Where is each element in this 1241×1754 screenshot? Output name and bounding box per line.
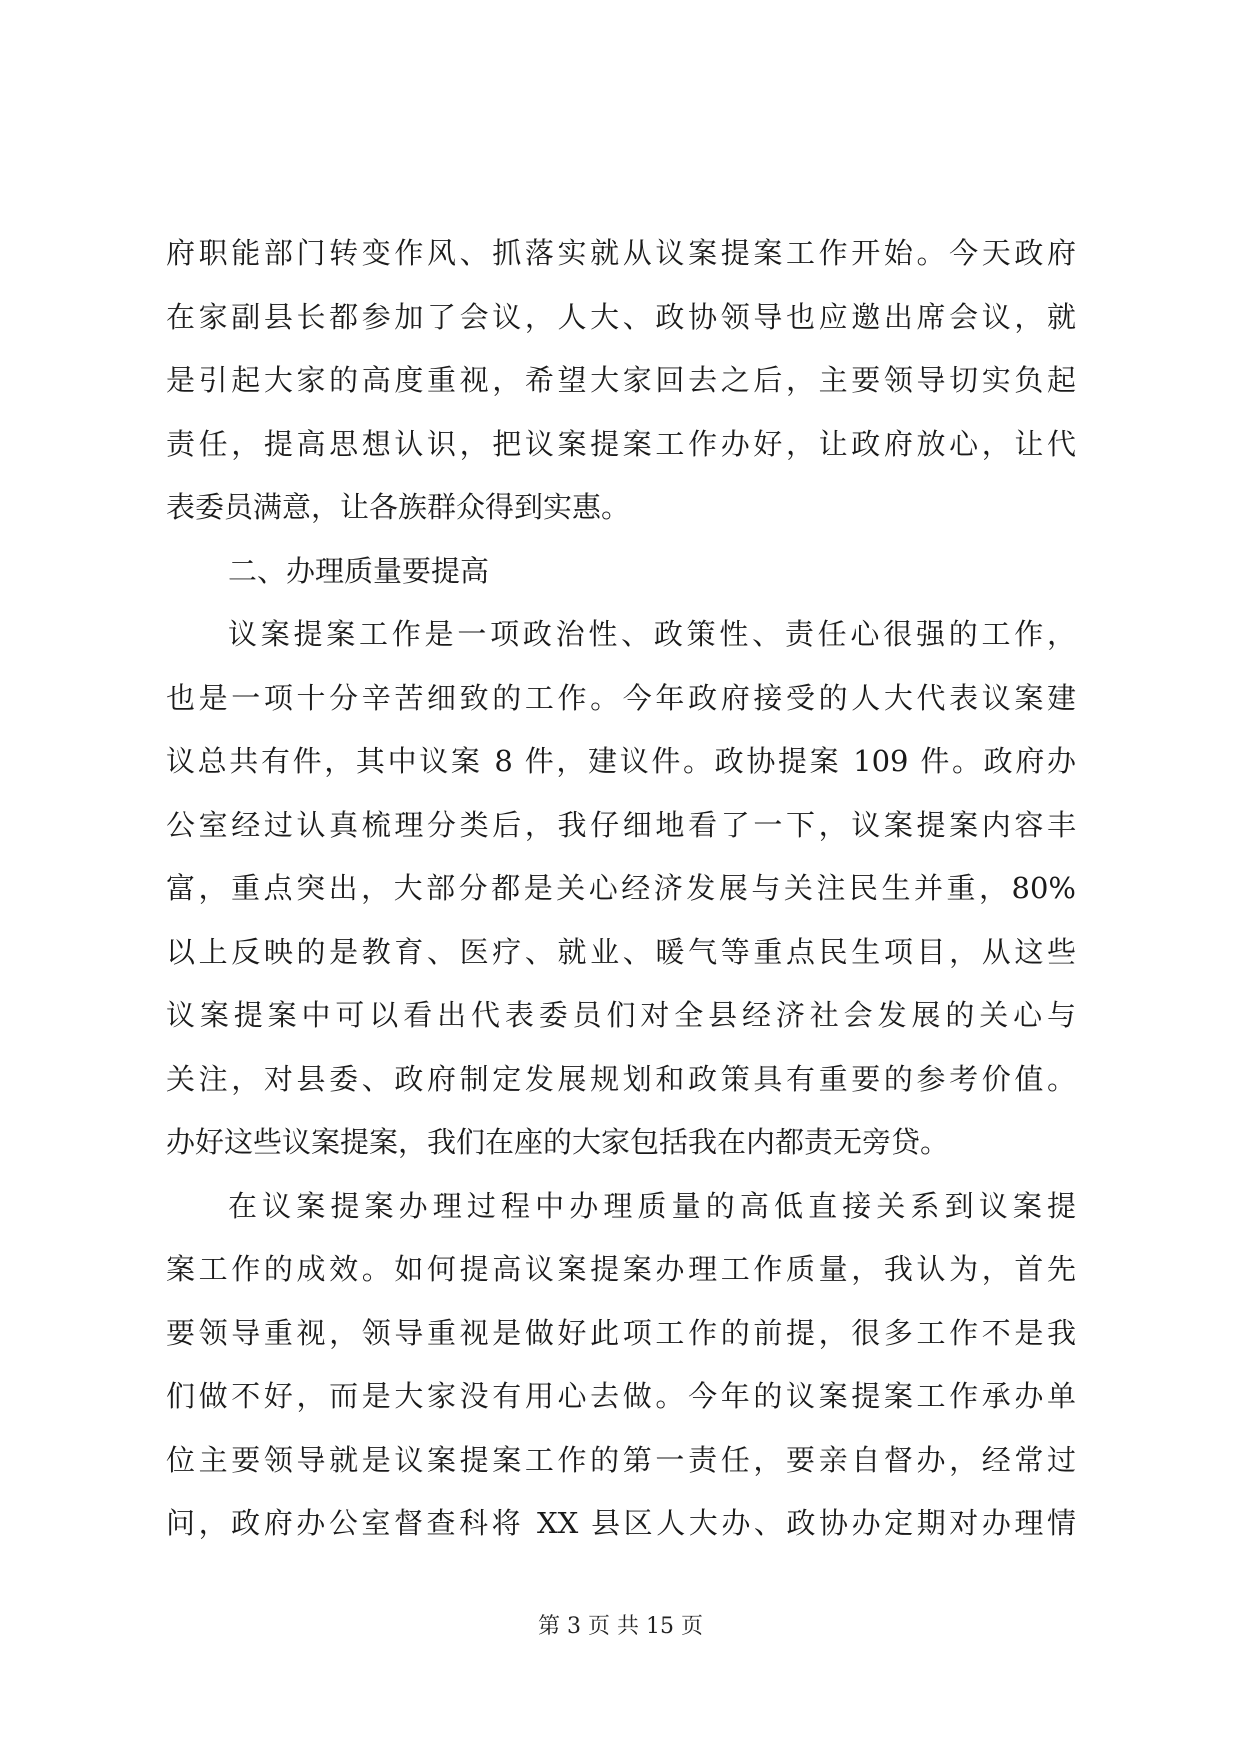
page-number-footer: 第 3 页 共 15 页	[538, 1614, 703, 1639]
text-line: 责任，提高思想认识，把议案提案工作办好，让政府放心，让代	[166, 426, 1076, 461]
text-line: 办好这些议案提案，我们在座的大家包括我在内都责无旁贷。	[166, 1125, 950, 1159]
text-line: 关注，对县委、政府制定发展规划和政策具有重要的参考价值。	[166, 1061, 1076, 1096]
text-line: 以上反映的是教育、医疗、就业、暖气等重点民生项目，从这些	[166, 934, 1076, 969]
text-line: 议案提案工作是一项政治性、政策性、责任心很强的工作，	[228, 617, 1076, 651]
text-line: 在家副县长都参加了会议，人大、政协领导也应邀出席会议，就	[166, 299, 1076, 334]
section-heading: 二、办理质量要提高	[228, 553, 490, 588]
text-line: 公室经过认真梳理分类后，我仔细地看了一下，议案提案内容丰	[166, 807, 1076, 842]
text-line: 是引起大家的高度重视，希望大家回去之后，主要领导切实负起	[166, 363, 1076, 397]
text-line: 议案提案中可以看出代表委员们对全县经济社会发展的关心与	[166, 998, 1076, 1032]
text-line: 要领导重视，领导重视是做好此项工作的前提，很多工作不是我	[166, 1315, 1076, 1350]
text-line: 案工作的成效。如何提高议案提案办理工作质量，我认为，首先	[166, 1252, 1076, 1286]
text-line: 富，重点突出，大部分都是关心经济发展与关注民生并重，80%	[166, 871, 1076, 905]
text-line: 位主要领导就是议案提案工作的第一责任，要亲自督办，经常过	[166, 1442, 1076, 1477]
text-line: 府职能部门转变作风、抓落实就从议案提案工作开始。今天政府	[166, 236, 1076, 270]
text-line: 在议案提案办理过程中办理质量的高低直接关系到议案提	[228, 1188, 1076, 1223]
text-line: 表委员满意，让各族群众得到实惠。	[166, 490, 631, 524]
text-line: 问，政府办公室督查科将 XX 县区人大办、政协办定期对办理情	[166, 1506, 1076, 1540]
body-text	[166, 222, 1076, 1556]
text-line: 议总共有件，其中议案 8 件，建议件。政协提案 109 件。政府办	[166, 744, 1076, 778]
text-line: 也是一项十分辛苦细致的工作。今年政府接受的人大代表议案建	[166, 680, 1076, 715]
text-line: 们做不好，而是大家没有用心去做。今年的议案提案工作承办单	[166, 1379, 1076, 1413]
